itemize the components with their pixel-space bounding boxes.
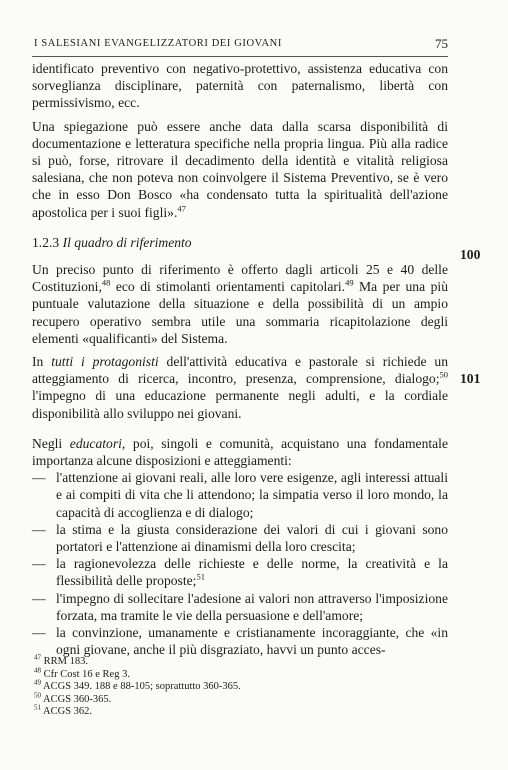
footnote-ref-48: 48 — [101, 277, 111, 288]
page-number: 75 — [435, 36, 448, 51]
paragraph-explanation: Una spiegazione può essere anche data dalla scarsa disponibilità di documentazione e letteratura specifiche nella propria lingua. Più alla radice si può, forse, ritrovare il decadimento della identità e vitalità religiosa salesiana, che non poteva non coinvolgere il Sistema Preventivo, se è vero che in esso Don Bosco «ha condensato tutta la spiritualità dell'azione apostolica per i suoi figli».$^{47}$ — [32, 118, 448, 220]
footnote: $^{50}$ ACGS 360-365. — [34, 691, 112, 705]
attitudes-list — [32, 469, 448, 658]
margin-reference-100: 100 — [460, 247, 481, 262]
footnote: $^{49}$ ACGS 349. 188 e 88-105; soprattutto 360-365. — [34, 678, 241, 693]
list-item: — l'attenzione ai giovani reali, alle loro vere esigenze, agli interessi attuali e ai compiti di vita che li attendono; la simpatia verso il loro mondo, la capacità di accoglienza e di dialogo; — [32, 470, 448, 520]
footnote-ref-50: 50 — [439, 369, 448, 380]
paragraph-continuation: identificato preventivo con negativo-protettivo, assistenza educativa con sorveglianza disciplinare, paternità con paternalismo, libertà con permissivismo, ecc. — [32, 61, 448, 111]
paragraph-reference-point: Un preciso punto di riferimento è offerto dagli articoli 25 e 40 delle Costituzioni,$^{48}$ eco di stimolanti orientamenti capitolari.$^{49}$ Ma per una più puntuale valutazione della situazione e della possibilità di un ampio recupero operativo sembra utile una sommaria ricapitolazione degli elementi «qualificanti» del Sistema. — [32, 262, 448, 346]
list-item: — la convinzione, umanamente e cristianamente incoraggiante, che «in ogni giovane, anche il più disgraziato, havvi un punto acces- — [32, 625, 448, 658]
footnotes — [34, 653, 434, 719]
margin-reference-101: 101 — [460, 371, 481, 386]
footnote-ref-49: 49 — [345, 277, 354, 288]
body-text — [32, 60, 448, 659]
paragraph-educators: Negli educatori, poi, singoli e comunità, acquistano una fondamentale importanza alcune disposizioni e atteggiamenti: — [32, 435, 448, 469]
section-number: 1.2.3 — [32, 234, 60, 250]
section-heading — [32, 234, 448, 251]
paragraph-protagonists: In tutti i protagonisti dell'attività educativa e pastorale si richiede un atteggiamento di ricerca, incontro, presenza, comprensione, dialogo;$^{50}$ l'impegno di una educazione permanente negli adulti, e la cordiale disponibilità allo sviluppo nei giovani. — [32, 354, 449, 421]
running-head: I SALESIANI EVANGELIZZATORI DEI GIOVANI — [34, 38, 282, 49]
footnote: $^{48}$ Cfr Cost 16 e Reg 3. — [34, 666, 130, 680]
header-rule — [32, 56, 448, 57]
list-item: — l'impegno di sollecitare l'adesione ai valori non attraverso l'imposizione forzata, ma tramite le vie della persuasione e dell'amore; — [32, 590, 448, 623]
section-title: Il quadro di riferimento — [62, 234, 192, 250]
list-item: — la ragionevolezza delle richieste e delle norme, la creatività e la flessibilità delle proposte;$^{51}$ — [32, 556, 448, 589]
footnote: $^{51}$ ACGS 362. — [34, 703, 93, 718]
footnote-ref-51: 51 — [196, 571, 205, 582]
footnote: $^{47}$ RRM 183. — [34, 653, 88, 667]
list-item: — la stima e la giusta considerazione dei valori di cui i giovani sono portatori e l'attenzione ai dinamismi della loro crescita; — [32, 521, 448, 555]
footnote-ref-47: 47 — [177, 203, 186, 214]
